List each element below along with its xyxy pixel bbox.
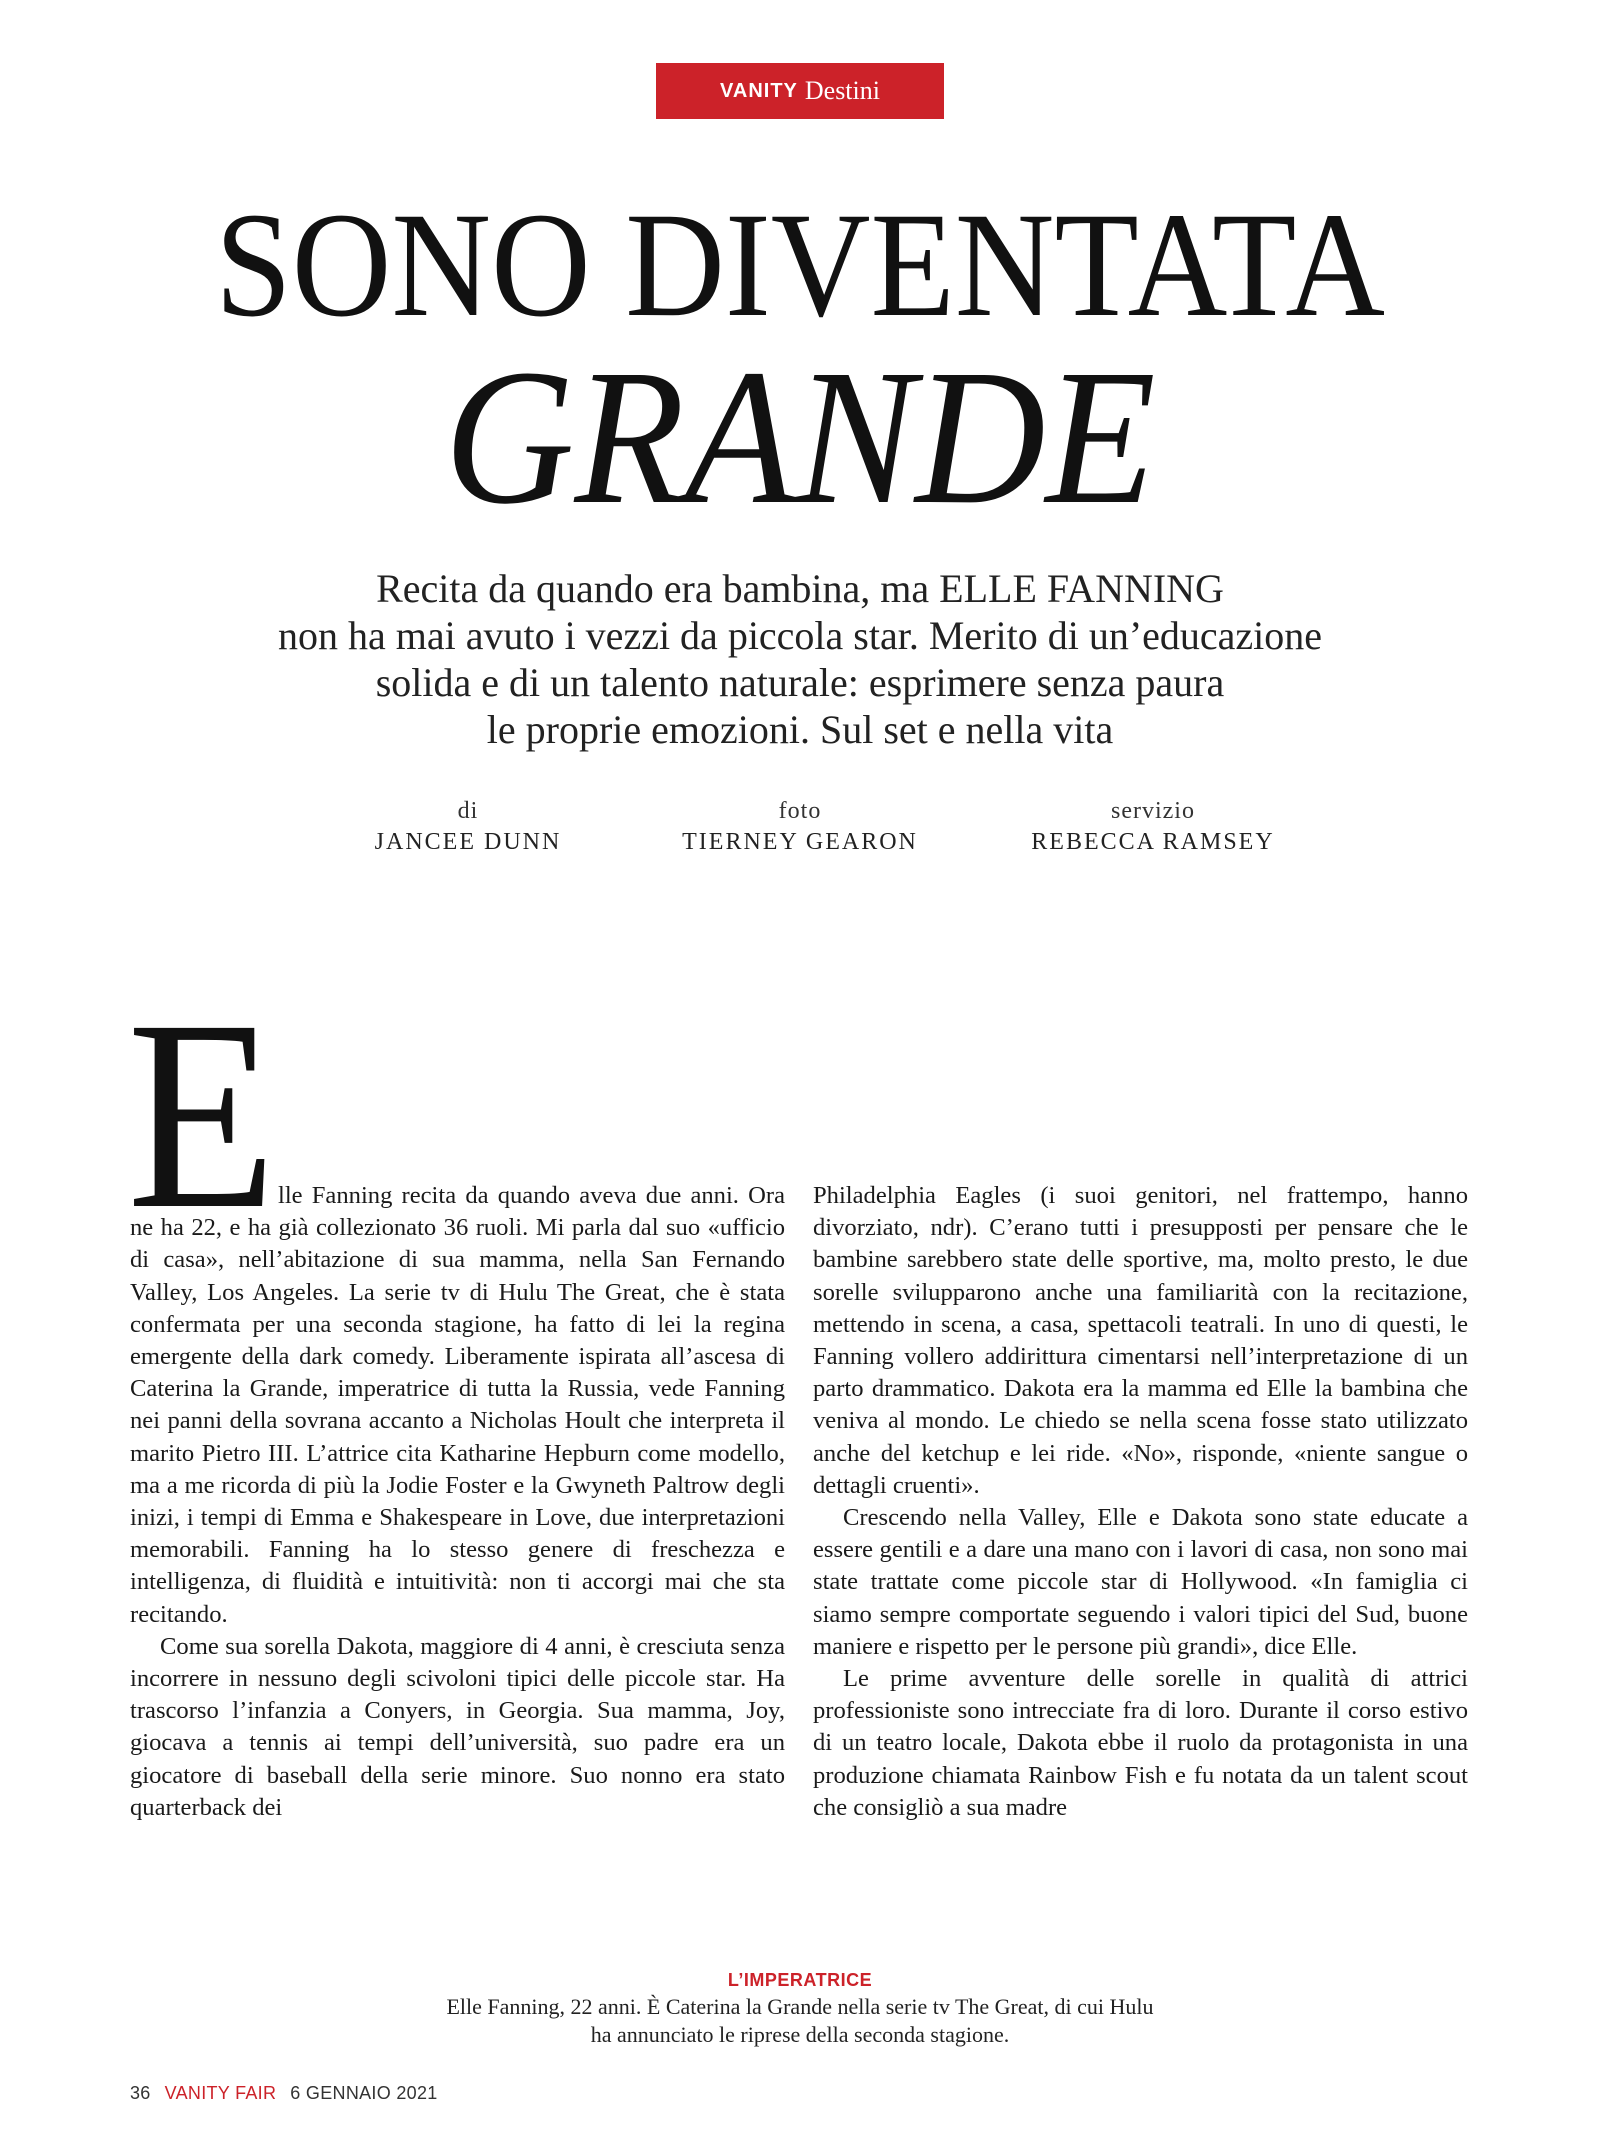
paragraph: Le prime avventure delle sorelle in qualità di attrici professioniste sono intrecciate fra di loro. Durante il corso estivo di un teatro locale, Dakota ebbe il ruolo da protagonista in una produzione chiamata Rainbow Fish e fu notata da un talent scout che consigliò a sua madre <box>813 1665 1468 1821</box>
credit-name: REBECCA RAMSEY <box>1031 829 1275 855</box>
headline-line1: SONO DIVENTATA <box>215 182 1385 348</box>
caption-label: L’IMPERATRICE <box>727 1970 873 1990</box>
article-column-2 <box>813 1180 1468 1824</box>
credit-author <box>298 797 638 859</box>
caption-line: Elle Fanning, 22 anni. È Caterina la Grande nella serie tv The Great, di cui Hulu <box>446 1994 1154 2019</box>
paragraph-text: lle Fanning recita da quando aveva due anni. Ora ne ha 22, e ha già collezionato 36 ruoli. Mi parla dal suo «ufficio di casa», nell’abitazione di sua mamma, nella San Fernando Valley, Los Angeles. La serie tv di Hulu The Great, che è stata confermata per una seconda stagione, ha fatto di lei la regina emergente della dark comedy. Liberamente ispirata all’ascesa di Caterina la Grande, imperatrice di tutta la Russia, vede Fanning nei panni della sovrana accanto a Nicholas Hoult che interpreta il marito Pietro III. L’attrice cita Katharine Hepburn come modello, ma a me ricorda di più la Jodie Foster e la Gwyneth Paltrow degli inizi, i tempi di Emma e Shakespeare in Love, due interpretazioni memorabili. Fanning ha lo stesso genere di freschezza e intelligenza, di fluidità e intuitività: non ti accorgi mai che sta recitando. <box>130 1182 785 1628</box>
deck-line: le proprie emozioni. Sul set e nella vita <box>486 707 1114 752</box>
paragraph: Philadelphia Eagles (i suoi genitori, nel frattempo, hanno divorziato, ndr). C’erano tutti i presupposti per pensare che le bambine sarebbero state delle sportive, ma, molto presto, le due sorelle svilupparono anche una familiarità con la recitazione, mettendo in scena, a casa, spettacoli teatrali. In uno di questi, le Fanning vollero addirittura cimentarsi nell’interpretazione di un parto drammatico. Dakota era la mamma ed Elle la bambina che veniva al mondo. Le chiedo se nella scena fosse stato utilizzato anche del ketchup e lei ride. «No», risponde, «niente sangue o dettagli cruenti». <box>813 1182 1468 1499</box>
credit-styling <box>983 797 1323 859</box>
section-tag <box>656 63 944 119</box>
credit-name: TIERNEY GEARON <box>682 829 918 855</box>
caption-line: ha annunciato le riprese della seconda stagione. <box>590 2022 1010 2047</box>
article-column-1 <box>130 1180 785 1824</box>
paragraph: Crescendo nella Valley, Elle e Dakota sono state educate a essere gentili e a dare una mano con i lavori di casa, non sono mai state trattate come piccole star di Hollywood. «In famiglia ci siamo sempre comportate seguendo i valori tipici del Sud, buone maniere e rispetto per le persone più grandi», dice Elle. <box>813 1504 1468 1660</box>
paragraph: Come sua sorella Dakota, maggiore di 4 anni, è cresciuta senza incorrere in nessuno degli scivoloni tipici delle piccole star. Ha trascorso l’infanzia a Conyers, in Georgia. Sua mamma, Joy, giocava a tennis ai tempi dell’università, suo padre era un giocatore di baseball della serie minore. Suo nonno era stato quarterback dei <box>130 1632 785 1821</box>
section-brand: VANITY <box>720 79 798 102</box>
paragraph <box>130 1180 785 1631</box>
photo-caption <box>330 1993 1270 2049</box>
byline <box>0 797 1600 867</box>
section-name: Destini <box>804 76 880 105</box>
headline-line2: GRANDE <box>444 329 1156 544</box>
deck-line: solida e di un talento naturale: esprimere senza paura <box>375 660 1225 705</box>
page-footer <box>130 2083 438 2104</box>
magazine-name: VANITY FAIR <box>164 2083 277 2103</box>
deck-line: non ha mai avuto i vezzi da piccola star. Merito di un’educazione <box>277 613 1323 658</box>
credit-role: di <box>457 798 479 824</box>
credit-role: servizio <box>1111 798 1195 824</box>
deck <box>140 565 1460 753</box>
page-number: 36 <box>130 2083 151 2103</box>
issue-date: 6 GENNAIO 2021 <box>290 2083 438 2103</box>
credit-role: foto <box>778 798 822 824</box>
credit-name: JANCEE DUNN <box>374 829 562 855</box>
deck-line: Recita da quando era bambina, ma ELLE FANNING <box>376 566 1224 611</box>
credit-photo <box>630 797 970 859</box>
drop-cap: E <box>127 964 277 1265</box>
